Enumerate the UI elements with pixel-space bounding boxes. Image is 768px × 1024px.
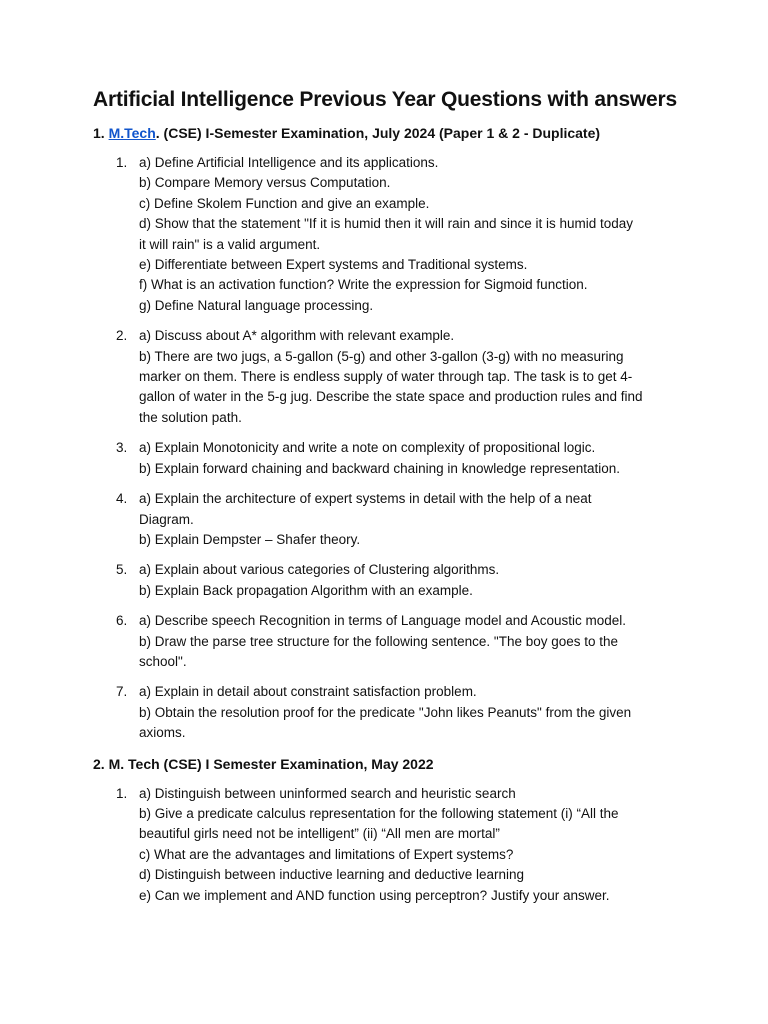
question-line: d) Show that the statement "If it is humid then it will rain and since it is humid today [139, 216, 634, 232]
question-line: a) Define Artificial Intelligence and its applications. [139, 155, 439, 170]
question-line: e) Can we implement and AND function using perceptron? Justify your answer. [139, 887, 610, 903]
question-line: a) Explain Monotonicity and write a note on complexity of propositional logic. [139, 440, 596, 456]
section-1 [93, 123, 678, 744]
question-line: d) Distinguish between inductive learning and deductive learning [139, 867, 524, 883]
question-line: it will rain" is a valid argument. [139, 236, 321, 252]
question-line: b) Give a predicate calculus representation for the following statement (i) “All the [139, 805, 619, 821]
question-item [93, 560, 678, 601]
question-item [93, 153, 678, 316]
question-line: a) Distinguish between uninformed search and heuristic search [139, 785, 516, 801]
question-list [93, 784, 678, 906]
question-line: the solution path. [139, 409, 242, 425]
question-line: a) Explain the architecture of expert systems in detail with the help of a neat [139, 491, 592, 507]
question-number: 1. [116, 155, 128, 170]
section-heading-text: . (CSE) I-Semester Examination, July 2024 (Paper 1 & 2 - Duplicate) [155, 125, 601, 141]
question-item [93, 438, 678, 479]
question-number: 3. [116, 440, 128, 456]
question-line: axioms. [139, 725, 186, 741]
question-item [93, 489, 678, 550]
question-line: b) Draw the parse tree structure for the following sentence. "The boy goes to the [139, 633, 619, 649]
question-number: 6. [116, 613, 128, 629]
section-heading-text: M. Tech (CSE) I Semester Examination, May 2022 [108, 755, 434, 772]
question-number: 5. [116, 562, 128, 578]
question-line: b) Obtain the resolution proof for the predicate "John likes Peanuts" from the given [139, 704, 632, 720]
question-item [93, 611, 678, 672]
question-line: e) Differentiate between Expert systems and Traditional systems. [139, 257, 528, 273]
sections-container [93, 123, 678, 906]
question-line: f) What is an activation function? Write the expression for Sigmoid function. [139, 277, 588, 293]
question-number: 2. [116, 328, 128, 344]
question-line: Diagram. [139, 511, 194, 527]
question-line: g) Define Natural language processing. [139, 297, 374, 313]
question-item [93, 784, 678, 906]
question-line: b) There are two jugs, a 5-gallon (5-g) and other 3-gallon (3-g) with no measuring [139, 348, 624, 364]
question-line: a) Discuss about A* algorithm with relevant example. [139, 328, 455, 344]
question-number: 7. [116, 684, 128, 700]
question-line: beautiful girls need not be intelligent” (ii) “All men are mortal” [139, 826, 500, 842]
section-heading-link[interactable]: M.Tech [108, 125, 156, 141]
section-heading [93, 123, 678, 143]
question-line: b) Explain forward chaining and backward chaining in knowledge representation. [139, 460, 621, 476]
section-heading [93, 754, 678, 774]
question-item [93, 326, 678, 428]
question-item [93, 682, 678, 743]
question-line: c) What are the advantages and limitations of Expert systems? [139, 846, 514, 862]
section-2 [93, 754, 678, 906]
question-line: b) Explain Dempster – Shafer theory. [139, 531, 361, 547]
question-number: 1. [116, 785, 128, 801]
question-line: a) Explain in detail about constraint satisfaction problem. [139, 684, 477, 700]
question-line: b) Explain Back propagation Algorithm with an example. [139, 582, 473, 598]
question-line: marker on them. There is endless supply of water through tap. The task is to get 4- [139, 369, 633, 385]
document-title: Artificial Intelligence Previous Year Questions with answers [93, 88, 677, 111]
question-line: a) Describe speech Recognition in terms of Language model and Acoustic model. [139, 613, 627, 629]
question-line: school". [139, 653, 187, 669]
question-number: 4. [116, 491, 128, 507]
question-line: gallon of water in the 5-g jug. Describe the state space and production rules and find [139, 389, 643, 405]
question-list [93, 153, 678, 744]
question-line: a) Explain about various categories of Clustering algorithms. [139, 562, 500, 578]
section-number: 1. [93, 125, 105, 141]
question-line: c) Define Skolem Function and give an example. [139, 195, 430, 211]
question-line: b) Compare Memory versus Computation. [139, 175, 391, 191]
section-number: 2. [93, 755, 105, 772]
